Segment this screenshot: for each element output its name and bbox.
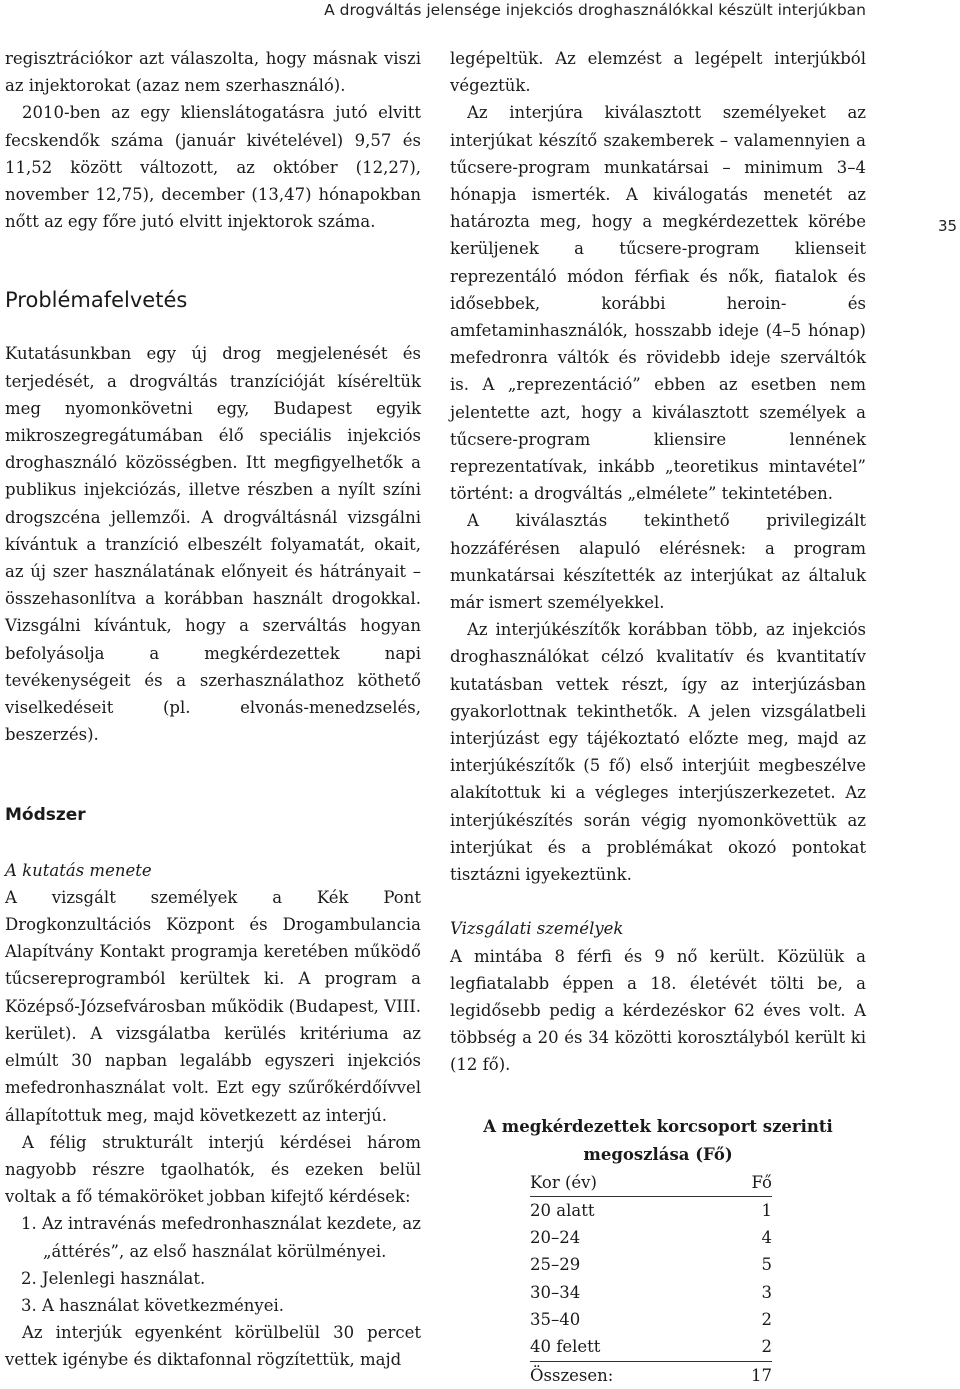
table-row bbox=[530, 1306, 772, 1333]
list-item: 3. A használat következményei. bbox=[21, 1295, 284, 1315]
age-distribution-table bbox=[530, 1169, 772, 1389]
question-list bbox=[5, 1210, 421, 1319]
paragraph-continued: legépeltük. Az elemzést a legépelt interjúkból végeztük. bbox=[450, 49, 866, 96]
table-cell-age: 20–24 bbox=[530, 1228, 581, 1248]
paragraph-selection-1: Az interjúra kiválasztott személyeket az interjúkat készítő szakemberek – valamennyien a tűcsere-program munkatársai – minimum 3–4 hónapja ismerték. A kiválogatás menetét az határozta meg, hogy a megkérdezettek körébe kerüljenek a tűcsere-program klienseit reprezentáló módon férfiak és nők, fiatalok és idősebbek, korábbi heroin- és amfetaminhasználók, hosszabb ideje (4–5 hónap) mefedronra váltók és rövidebb ideje szerváltók is. A „reprezentáció” ebben az esetben nem jelentette azt, hogy a kiválasztott személyek a tűcsere-program kliensire lennének reprezentatívak, inkább „teoretikus mintavétel” történt: a drogváltás „elmélete” tekintetében. bbox=[450, 103, 866, 504]
table-header-row bbox=[530, 1169, 772, 1197]
table-row bbox=[530, 1196, 772, 1224]
table-row bbox=[530, 1251, 772, 1278]
paragraph-selection-3: Az interjúkészítők korábban több, az injekciós droghasználókat célzó kvalitatív és kvantitatív kutatásban vettek részt, így az interjúzásban gyakorlottnak tekinthetők. A jelen vizsgálatbeli interjúzást egy tájékoztató előzte meg, majd az interjúkészítők (5 fő) első interjúit megbeszélve alakítottuk ki a végleges interjúszerkezetet. Az interjúkészítés során végig nyomonkövettük az interjúkat és a problémákat okozó pontokat tisztázni igyekeztünk. bbox=[450, 620, 866, 885]
subsection-title-subjects: Vizsgálati személyek bbox=[450, 919, 624, 939]
paragraph-problem: Kutatásunkban egy új drog megjelenését és terjedését, a drogváltás tranzícióját kíséreltük meg nyomonkövetni egy, Budapest egyik mikroszegregátumában élő speciális injekciós droghasználó közösségben. Itt megfigyelhetők a publikus injekciózás, illetve részben a nyílt színi drogszcéna jellemzői. A drogváltásnál vizsgálni kívántuk a tranzíció elbeszélt folyamatát, okait, az új szer használatának előnyeit és hátrányait – összehasonlítva a korábban használt drogokkal. Vizsgálni kívántuk, hogy a szerváltás hogyan befolyásolja a megkérdezettek napi tevékenységeit és a szerhasználathoz köthető viselkedéseit (pl. elvonás-menedzselés, beszerzés). bbox=[5, 344, 421, 745]
page-number: 35 bbox=[938, 217, 958, 235]
subsection-title-process: A kutatás menete bbox=[5, 860, 152, 880]
table-cell-count: 4 bbox=[761, 1228, 772, 1248]
table-cell-count: 5 bbox=[761, 1255, 772, 1275]
paragraph-method-3: Az interjúk egyenként körülbelül 30 percet vettek igénybe és diktafonnal rögzítettük, majd bbox=[5, 1323, 421, 1370]
table-cell-count: 2 bbox=[761, 1337, 772, 1357]
paragraph-intro-1: regisztrációkor azt válaszolta, hogy másnak viszi az injektorokat (azaz nem szerhasználó). bbox=[5, 49, 421, 96]
list-item: 2. Jelenlegi használat. bbox=[21, 1268, 206, 1288]
table-cell-age: 25–29 bbox=[530, 1255, 581, 1275]
table-header-age: Kor (év) bbox=[530, 1169, 723, 1197]
right-column bbox=[450, 45, 866, 1389]
paragraph-method-1: A vizsgált személyek a Kék Pont Drogkonzultációs Központ és Drogambulancia Alapítvány Kontakt programja keretében működő tűcsereprogramból kerültek ki. A program a Középső-Józsefvárosban működik (Budapest, VIII. kerület). A vizsgálatba kerülés kritériuma az elmúlt 30 napban legalább egyszeri injekciós mefedronhasználat volt. Ezt egy szűrőkérdőívvel állapítottuk meg, majd következett az interjú. bbox=[5, 887, 421, 1125]
table-row bbox=[530, 1279, 772, 1306]
table-total-label: Összesen: bbox=[530, 1361, 723, 1389]
table-cell-age: 20 alatt bbox=[530, 1200, 595, 1220]
table-row bbox=[530, 1224, 772, 1251]
section-title-method: Módszer bbox=[5, 805, 86, 826]
table-title: A megkérdezettek korcsoport szerinti megoszlása (Fő) bbox=[483, 1116, 833, 1164]
table-total-row bbox=[530, 1361, 772, 1389]
table-cell-count: 1 bbox=[761, 1200, 772, 1220]
paragraph-subjects: A mintába 8 férfi és 9 nő került. Közülük a legfiatalabb éppen a 18. életévét tölti be, a legidősebb pedig a kérdezéskor 62 éves volt. A többség a 20 és 34 közötti korosztályból került ki (12 fő). bbox=[450, 946, 866, 1075]
paragraph-selection-2: A kiválasztás tekinthető privilegizált hozzáférésen alapuló elérésnek: a program munkatársai készítették az interjúkat az általuk már ismert személyekkel. bbox=[450, 511, 866, 613]
paragraph-intro-2: 2010-ben az egy klienslátogatásra jutó elvitt fecskendők száma (január kivételével) 9,57 és 11,52 között változott, az október (12,27), november 12,75), december (13,47) hónapokban nőtt az egy főre jutó elvitt injektorok száma. bbox=[5, 103, 421, 232]
table-total-count: 17 bbox=[723, 1361, 772, 1389]
table-header-count: Fő bbox=[723, 1169, 772, 1197]
table-cell-age: 30–34 bbox=[530, 1282, 581, 1302]
paragraph-method-2: A félig strukturált interjú kérdései három nagyobb részre tgaolhatók, és ezeken belül voltak a fő témaköröket jobban kifejtő kérdések: bbox=[5, 1132, 421, 1207]
section-title-problem: Problémafelvetés bbox=[5, 288, 188, 313]
table-cell-count: 3 bbox=[761, 1282, 772, 1302]
table-cell-age: 40 felett bbox=[530, 1337, 601, 1357]
table-row bbox=[530, 1333, 772, 1361]
table-cell-count: 2 bbox=[761, 1310, 772, 1329]
running-header: A drogváltás jelensége injekciós droghasználókkal készült interjúkban bbox=[324, 1, 866, 19]
table-cell-age: 35–40 bbox=[530, 1310, 581, 1329]
left-column bbox=[5, 45, 421, 1374]
list-item: 1. Az intravénás mefedronhasználat kezdete, az „áttérés”, az első használat körülményei. bbox=[21, 1214, 421, 1261]
